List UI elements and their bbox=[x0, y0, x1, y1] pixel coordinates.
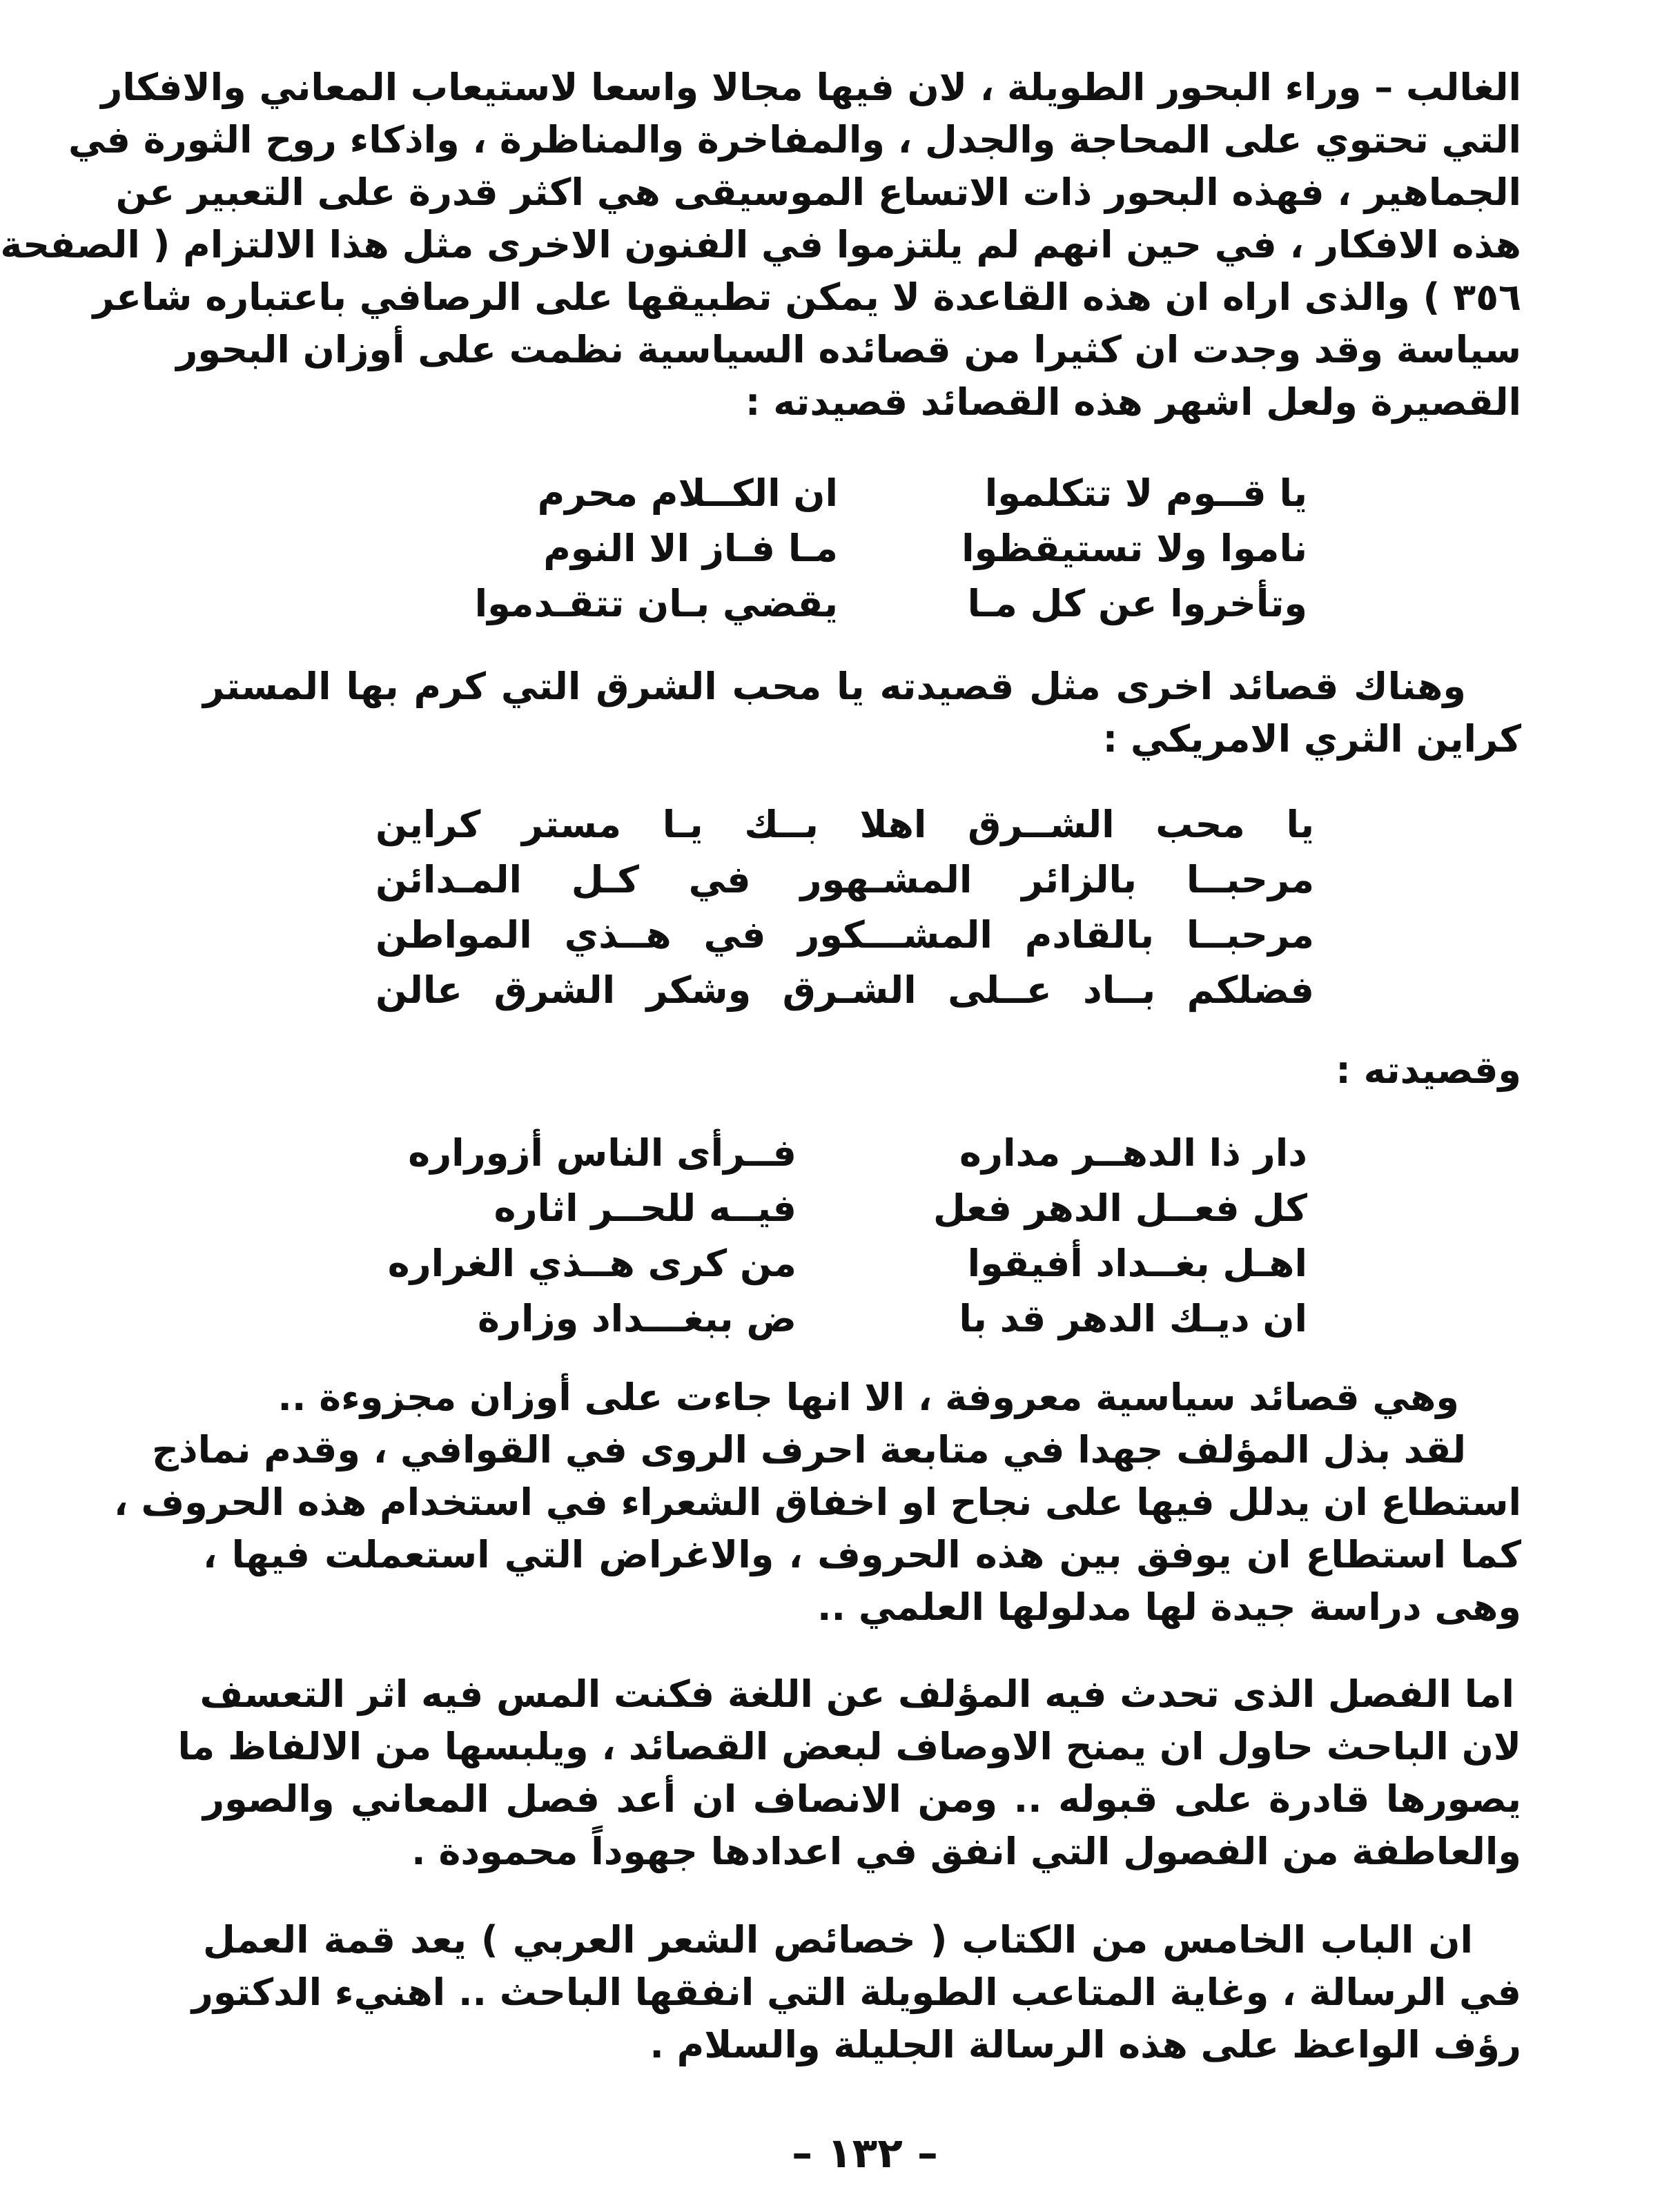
poem2-verse: فضلكم بــاد عــلى الشـرق وشكر الشرق عالن bbox=[375, 968, 1314, 1012]
paragraph4-line: اما الفصل الذى تحدث فيه المؤلف عن اللغة فكنت المس فيه اثر التعسف bbox=[199, 1672, 1514, 1716]
poem3-verse-right: ان ديـك الدهر قد با bbox=[959, 1297, 1307, 1340]
paragraph3-line: وهي قصائد سياسية معروفة ، الا انها جاءت على أوزان مجزوءة .. bbox=[277, 1376, 1459, 1419]
paragraph1-line: التي تحتوي على المحاجة والجدل ، والمفاخرة والمناظرة ، واذكاء روح الثورة في bbox=[68, 118, 1521, 162]
paragraph3-line: لقد بذل المؤلف جهدا في متابعة احرف الروى في القوافي ، وقدم نماذج bbox=[152, 1428, 1466, 1471]
poem1-verse-right: يا قــوم لا تتكلموا bbox=[984, 471, 1307, 515]
paragraph1-line: الغالب – وراء البحور الطويلة ، لان فيها مجالا واسعا لاستيعاب المعاني والافكار bbox=[101, 66, 1521, 109]
paragraph4-line: والعاطفة من الفصول التي انفق في اعدادها جهوداً محمودة . bbox=[411, 1830, 1521, 1873]
paragraph5-line: ان الباب الخامس من الكتاب ( خصائص الشعر العربي ) يعد قمة العمل bbox=[203, 1918, 1473, 1962]
paragraph4-line: يصورها قادرة على قبوله .. ومن الانصاف ان أعد فصل المعاني والصور bbox=[203, 1777, 1521, 1821]
poem1-verse-right: ناموا ولا تستيقظوا bbox=[961, 527, 1307, 570]
poem3-verse-right: كل فعــل الدهر فعل bbox=[932, 1186, 1307, 1230]
paragraph1-line: هذه الافكار ، في حين انهم لم يلتزموا في الفنون الاخرى مثل هذا الالتزام ( الصفحة bbox=[0, 223, 1521, 266]
poem3-verse-left: فــرأى الناس أزوراره bbox=[408, 1131, 797, 1175]
paragraph4-line: لان الباحث حاول ان يمنح الاوصاف لبعض القصائد ، ويلبسها من الالفاظ ما bbox=[177, 1725, 1521, 1768]
poem3-verse-right: دار ذا الدهــر مداره bbox=[959, 1131, 1307, 1175]
poem1-verse-left: ان الكــلام محرم bbox=[537, 471, 838, 515]
paragraph1-line: سياسة وقد وجدت ان كثيرا من قصائده السياسية نظمت على أوزان البحور bbox=[176, 328, 1521, 371]
page-number: – ١٣٢ – bbox=[792, 2129, 938, 2178]
paragraph2-line: كراين الثري الامريكي : bbox=[1102, 717, 1521, 761]
paragraph3-line: وهى دراسة جيدة لها مدلولها العلمي .. bbox=[817, 1585, 1521, 1629]
paragraph2-line: وهناك قصائد اخرى مثل قصيدته يا محب الشرق التي كرم بها المستر bbox=[203, 665, 1466, 708]
paragraph1-line: القصيرة ولعل اشهر هذه القصائد قصيدته : bbox=[745, 380, 1521, 424]
paragraph1-line: ٣٥٦ ) والذى اراه ان هذه القاعدة لا يمكن تطبيقها على الرصافي باعتباره شاعر bbox=[92, 275, 1521, 319]
paragraph1-line: الجماهير ، فهذه البحور ذات الاتساع الموسيقى هي اكثر قدرة على التعبير عن bbox=[115, 170, 1521, 214]
poem3-verse-left: فيــه للحــر اثاره bbox=[494, 1186, 797, 1230]
poem3-verse-left: ض ببغـــداد وزارة bbox=[478, 1297, 797, 1340]
paragraph3-line: كما استطاع ان يوفق بين هذه الحروف ، والاغراض التي استعملت فيها ، bbox=[203, 1533, 1521, 1576]
poem1-verse-left: يقضي بـان تتقـدموا bbox=[474, 582, 838, 625]
poem3-intro: وقصيدته : bbox=[1336, 1048, 1521, 1092]
poem1-verse-right: وتأخروا عن كل مـا bbox=[967, 582, 1307, 625]
poem2-verse: يا محب الشــرق اهلا بــك يـا مستر كراين bbox=[375, 803, 1314, 846]
paragraph5-line: رؤف الواعظ على هذه الرسالة الجليلة والسلام . bbox=[649, 2023, 1521, 2066]
poem3-verse-left: من كرى هــذي الغراره bbox=[387, 1242, 797, 1285]
paragraph5-line: في الرسالة ، وغاية المتاعب الطويلة التي انفقها الباحث .. اهنيء الدكتور bbox=[191, 1971, 1521, 2014]
poem3-verse-right: اهـل بغــداد أفيقوا bbox=[967, 1242, 1307, 1285]
poem2-verse: مرحبــا بالزائر المشـهور في كـل المـدائن bbox=[375, 858, 1314, 901]
poem1-verse-left: مـا فـاز الا النوم bbox=[543, 527, 838, 570]
paragraph3-line: استطاع ان يدلل فيها على نجاح او اخفاق الشعراء في استخدام هذه الحروف ، bbox=[114, 1480, 1521, 1524]
poem2-verse: مرحبــا بالقادم المشـــكور في هــذي المواطن bbox=[375, 913, 1314, 957]
